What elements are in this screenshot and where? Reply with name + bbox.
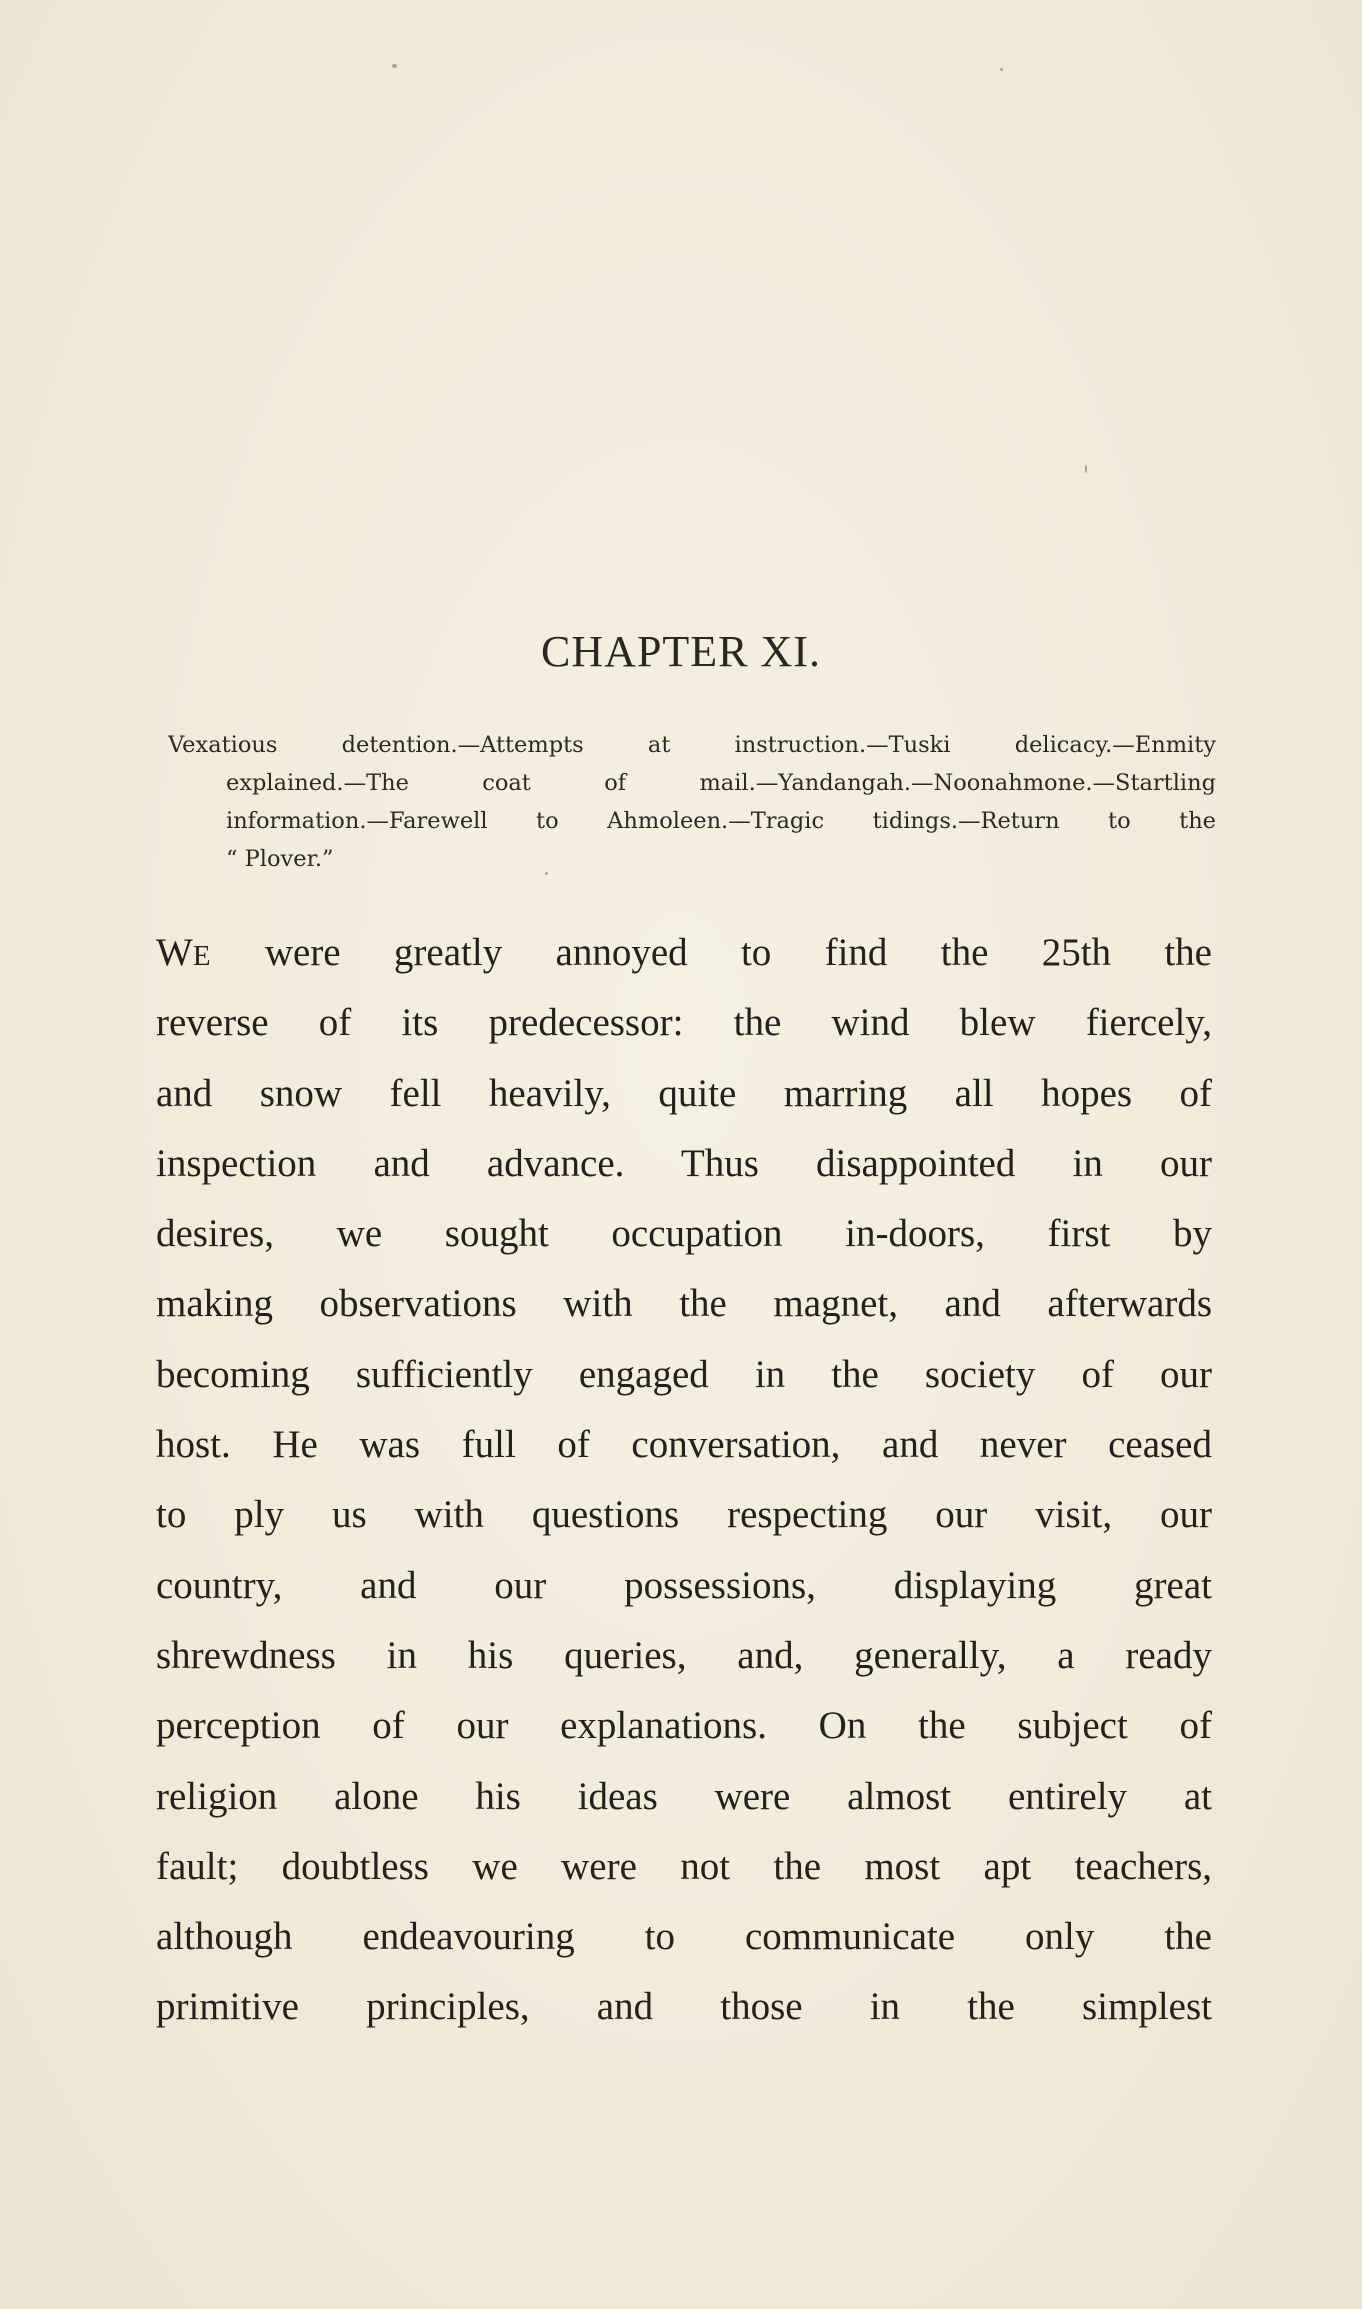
chapter-summary — [168, 726, 1216, 878]
chapter-title: CHAPTER XI. — [541, 627, 821, 676]
body-text — [156, 918, 1212, 2043]
body-line: inspection and advance. Thus disappointed in our — [156, 1141, 1212, 1185]
body-line: primitive principles, and those in the simplest — [156, 1985, 1212, 2029]
body-line: perception of our explanations. On the subject of — [156, 1704, 1212, 1748]
paper-speck — [392, 64, 397, 68]
body-line-first — [156, 918, 1212, 988]
body-line: country, and our possessions, displaying great — [156, 1563, 1212, 1607]
body-line: and snow fell heavily, quite marring all hopes of — [156, 1071, 1212, 1115]
body-line: religion alone his ideas were almost entirely at — [156, 1774, 1212, 1818]
paper-speck — [1000, 68, 1003, 71]
first-initial: W — [156, 931, 193, 974]
summary-line: information.—Farewell to Ahmoleen.—Tragic tidings.—Return to the — [226, 808, 1216, 834]
first-line-rest: were greatly annoyed to find the 25th the — [211, 931, 1212, 974]
paper-speck — [1085, 465, 1087, 473]
body-line: making observations with the magnet, and afterwards — [156, 1282, 1212, 1326]
body-line: shrewdness in his queries, and, generally, a ready — [156, 1633, 1212, 1677]
summary-line: “ Plover.” — [226, 846, 334, 872]
body-line: fault; doubtless we were not the most apt teachers, — [156, 1844, 1212, 1888]
body-line: host. He was full of conversation, and never ceased — [156, 1423, 1212, 1467]
body-line: although endeavouring to communicate only the — [156, 1915, 1212, 1959]
body-line: becoming sufficiently engaged in the society of our — [156, 1352, 1212, 1396]
summary-line: Vexatious detention.—Attempts at instruction.—Tuski delicacy.—Enmity — [168, 732, 1216, 758]
body-line: reverse of its predecessor: the wind blew fiercely, — [156, 1001, 1212, 1045]
body-line: desires, we sought occupation in-doors, first by — [156, 1212, 1212, 1256]
body-line: to ply us with questions respecting our visit, our — [156, 1493, 1212, 1537]
first-small-caps: E — [192, 940, 212, 972]
summary-line: explained.—The coat of mail.—Yandangah.—Noonahmone.—Startling — [226, 770, 1216, 796]
